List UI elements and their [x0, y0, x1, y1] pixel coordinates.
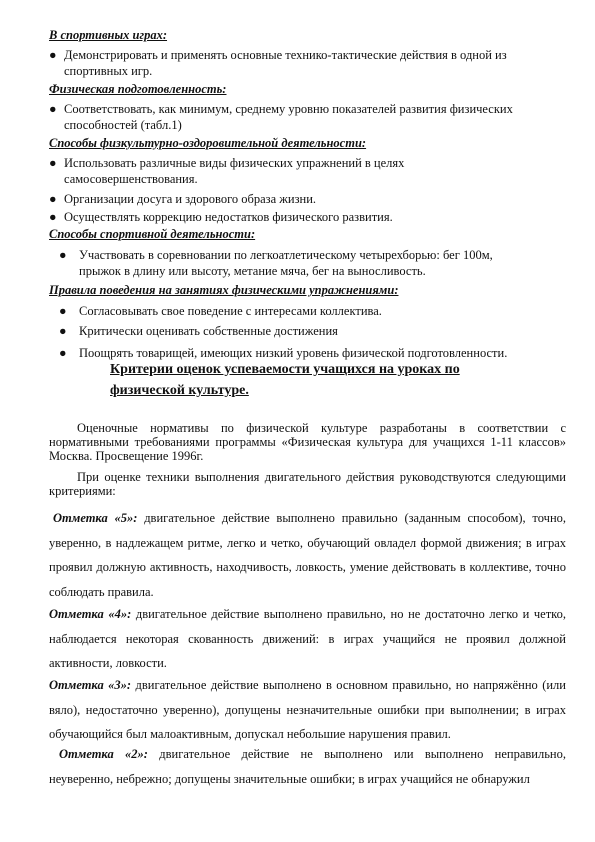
- grade-label: Отметка «5»:: [53, 511, 138, 525]
- section-heading-physical-fitness: Физическая подготовленность:: [49, 82, 227, 96]
- bullet-icon: ●: [59, 304, 67, 318]
- list-item-text: Участвовать в соревновании по легкоатлетическому четырехборью: бег 100м, прыжок в длину или высоту, метание мяча, бег на выносливость.: [79, 248, 493, 278]
- intro-paragraph-2: При оценке техники выполнения двигательного действия руководствуются следующими критериями:: [49, 470, 566, 498]
- grade-text: двигательное действие не выполнено или выполнено неправильно, неуверенно, небрежно; допущены значительные ошибки; в играх учащийся не обнаружил: [49, 747, 567, 786]
- list-item-text: Соответствовать, как минимум, среднему уровню показателей развития физических способностей (табл.1): [64, 102, 513, 132]
- section-heading-sport-activity: Способы спортивной деятельности:: [49, 227, 256, 241]
- bullet-icon: ●: [59, 346, 67, 360]
- criteria-title: Критерии оценок успеваемости учащихся на уроках по физической культуре.: [110, 362, 460, 398]
- bullet-icon: ●: [49, 210, 57, 224]
- bullet-icon: ●: [59, 248, 67, 262]
- grade-label: Отметка «4»:: [49, 607, 132, 621]
- grade-text: двигательное действие выполнено в основном правильно, но напряжённо (или вяло), недостаточно уверенно), допущены незначительные ошибки при выполнении; в играх обучающийся был малоактивным, допускал небольшие нарушения правил.: [49, 678, 566, 741]
- list-item: [59, 303, 569, 320]
- list-item-text: Демонстрировать и применять основные технико-тактические действия в одной из спортивных игр.: [64, 48, 507, 78]
- section-heading-sports-games: В спортивных играх:: [49, 28, 168, 42]
- list-item: [49, 155, 569, 189]
- list-item-text: Согласовывать свое поведение с интересами коллектива.: [79, 304, 382, 318]
- bullet-icon: ●: [49, 192, 57, 206]
- grade-2-paragraph: [49, 742, 566, 791]
- list-item-text: Организации досуга и здорового образа жизни.: [64, 192, 317, 206]
- list-item-text: Критически оценивать собственные достижения: [79, 324, 338, 338]
- bullet-icon: ●: [49, 102, 57, 116]
- list-item: [59, 247, 569, 281]
- grade-label: Отметка «2»:: [59, 747, 148, 761]
- grade-text: двигательное действие выполнено правильно (заданным способом), точно, уверенно, в надлежащем ритме, легко и четко, обучающий овладел формой движения; в играх проявил должную активность, находчивость, ловкость, умение действовать в коллективе, точно соблюдать правила.: [49, 511, 567, 599]
- list-item-text: Поощрять товарищей, имеющих низкий уровень физической подготовленности.: [79, 346, 508, 360]
- section-heading-health-activity: Способы физкультурно-оздоровительной деятельности:: [49, 136, 367, 150]
- section-heading-behavior-rules: Правила поведения на занятиях физическими упражнениями:: [49, 283, 399, 297]
- list-item: [49, 101, 569, 135]
- list-item-text: Осуществлять коррекцию недостатков физического развития.: [64, 210, 393, 224]
- list-item-text: Использовать различные виды физических упражнений в целях самосовершенствования.: [64, 156, 405, 186]
- intro-paragraph: Оценочные нормативы по физической культуре разработаны в соответствии с нормативными требованиями программы «Физическая культура для учащихся 1-11 классов» Москва. Просвещение 1996г.: [49, 421, 566, 463]
- grade-5-paragraph: [49, 506, 566, 604]
- grade-4-paragraph: [49, 602, 566, 676]
- grade-text: двигательное действие выполнено правильно, но не достаточно легко и четко, наблюдается некоторая скованность движений: в играх учащийся не проявил должной активности, ловкости.: [49, 607, 566, 670]
- list-item: [49, 209, 569, 226]
- bullet-icon: ●: [49, 156, 57, 170]
- grade-label: Отметка «3»:: [49, 678, 132, 692]
- list-item: [49, 47, 569, 81]
- list-item: [59, 323, 569, 340]
- grade-3-paragraph: [49, 673, 566, 747]
- list-item: [49, 191, 569, 208]
- bullet-icon: ●: [59, 324, 67, 338]
- bullet-icon: ●: [49, 48, 57, 62]
